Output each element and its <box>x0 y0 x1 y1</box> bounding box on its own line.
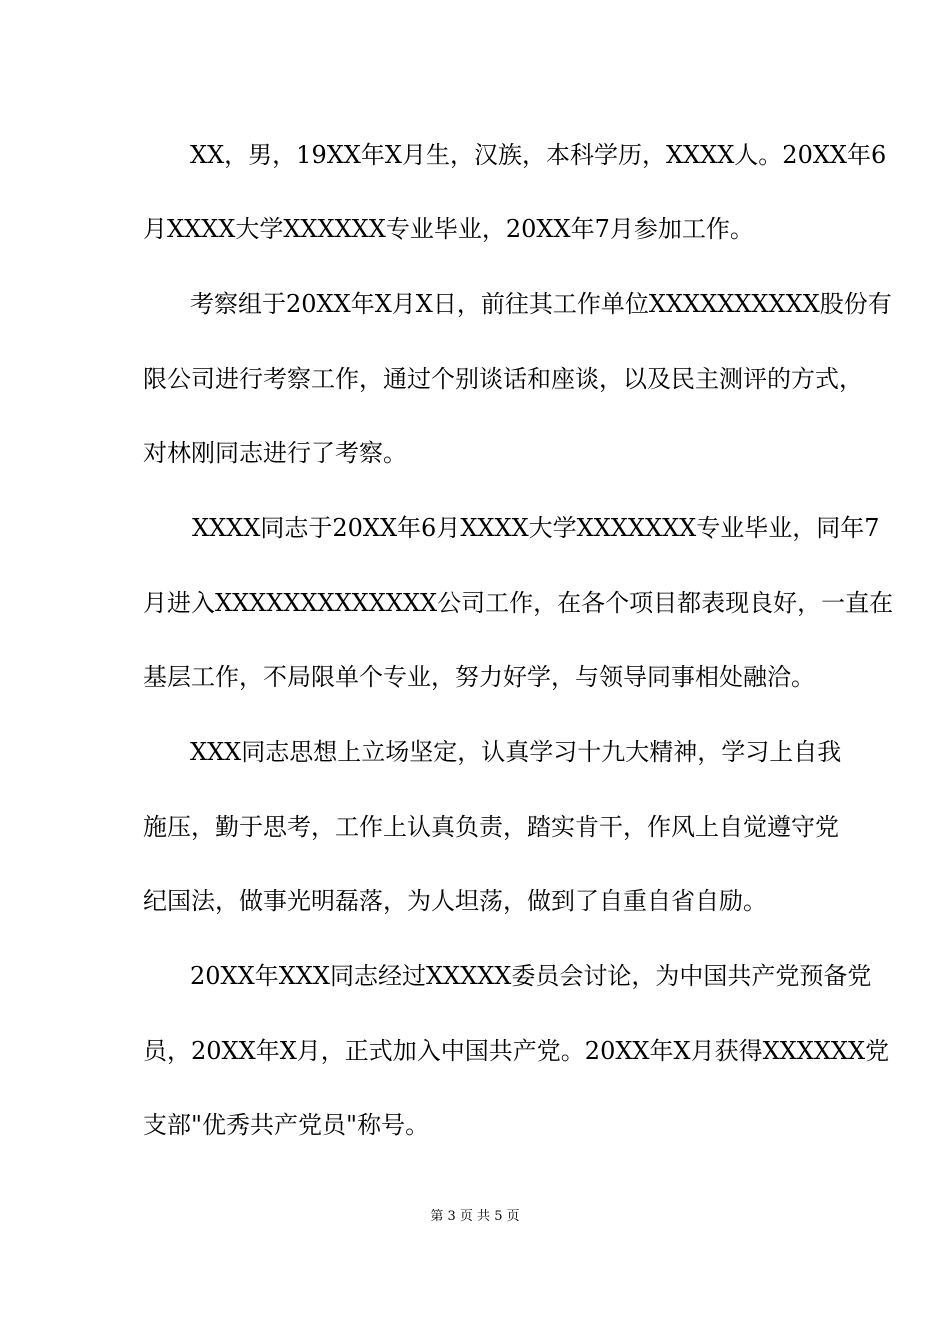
paragraph-4-line-3: 纪国法，做事光明磊落，为人坦荡，做到了自重自省自励。 <box>143 887 767 915</box>
page-label-prefix: 第 <box>430 1209 444 1224</box>
page-label-suffix: 页 <box>506 1209 520 1224</box>
page-label-middle: 页 共 <box>459 1209 491 1224</box>
paragraph-2-line-2: 限公司进行考察工作，通过个别谈话和座谈，以及民主测评的方式， <box>143 365 863 393</box>
paragraph-1-line-2: 月XXXX大学XXXXXX专业毕业，20XX年7月参加工作。 <box>143 215 754 243</box>
paragraph-1-line-1: XX，男，19XX年X月生，汉族，本科学历，XXXX人。20XX年6 <box>190 141 887 169</box>
total-pages-number: 5 <box>494 1209 503 1224</box>
paragraph-3-line-2: 月进入XXXXXXXXXXXXX公司工作，在各个项目都表现良好，一直在 <box>143 589 894 617</box>
paragraph-3-line-1: XXXX同志于20XX年6月XXXX大学XXXXXXX专业毕业，同年7 <box>192 514 880 542</box>
paragraph-5-line-1: 20XX年XXX同志经过XXXXX委员会讨论，为中国共产党预备党 <box>190 962 872 990</box>
paragraph-4-line-1: XXX同志思想上立场坚定，认真学习十九大精神，学习上自我 <box>190 738 842 766</box>
paragraph-3-line-3: 基层工作，不局限单个专业，努力好学，与领导同事相处融洽。 <box>143 663 815 691</box>
paragraph-5-line-3: 支部"优秀共产党员"称号。 <box>143 1111 430 1139</box>
page-footer <box>0 1208 950 1226</box>
current-page-number: 3 <box>447 1209 456 1224</box>
paragraph-5-line-2: 员，20XX年X月，正式加入中国共产党。20XX年X月获得XXXXXX党 <box>143 1037 890 1065</box>
paragraph-2-line-3: 对林刚同志进行了考察。 <box>143 439 407 467</box>
paragraph-4-line-2: 施压，勤于思考，工作上认真负责，踏实肯干，作风上自觉遵守党 <box>143 813 839 841</box>
paragraph-2-line-1: 考察组于20XX年X月X日，前往其工作单位XXXXXXXXXX股份有 <box>190 290 892 318</box>
